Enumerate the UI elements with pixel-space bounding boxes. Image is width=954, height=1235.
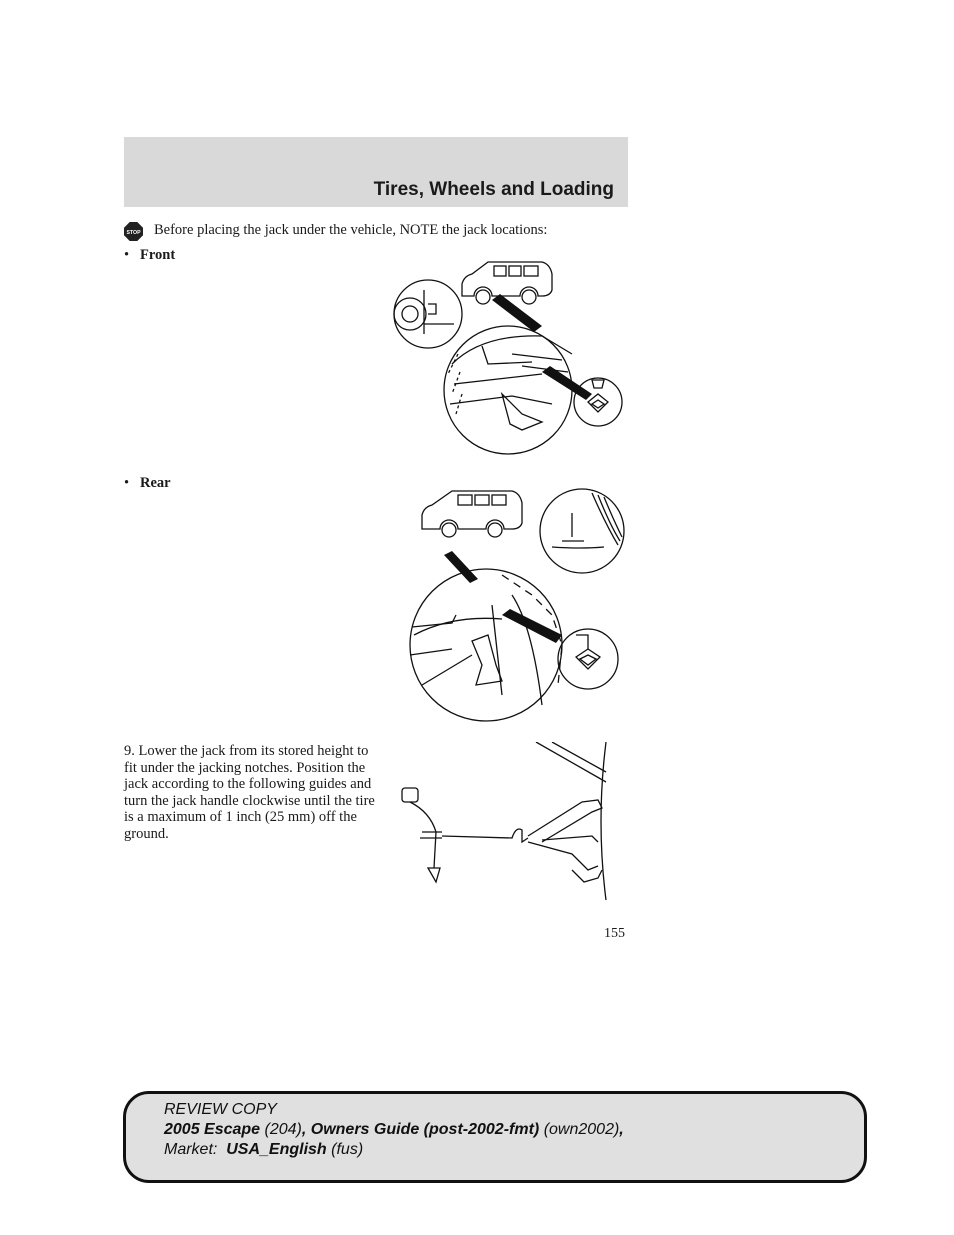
bullet-rear-label: Rear <box>140 475 171 491</box>
footer-text <box>164 1100 624 1160</box>
stop-icon-label: STOP <box>126 229 141 236</box>
step-9-text: 9. Lower the jack from its stored height to fit under the jacking notches. Position the jack according to the following guides and turn the jack handle clockwise until the tire is a maximum of 1 inch (25 mm) off the ground. <box>124 743 375 842</box>
footer-market: USA_English <box>226 1141 327 1158</box>
bullet-dot: • <box>124 247 130 263</box>
footer-model: 2005 Escape <box>164 1121 261 1138</box>
footer-sep1: , <box>301 1121 311 1138</box>
rear-jack-location-illustration <box>392 485 628 729</box>
bullet-dot: • <box>124 475 130 491</box>
bullet-front <box>124 247 175 264</box>
bullet-rear <box>124 475 171 492</box>
footer-model-code: (204) <box>260 1121 302 1138</box>
footer-market-code: (fus) <box>326 1141 364 1158</box>
front-jack-location-illustration <box>392 254 628 456</box>
jack-handle-illustration <box>392 742 622 902</box>
note-text: Before placing the jack under the vehicle, NOTE the jack locations: <box>154 222 548 238</box>
page-number: 155 <box>604 926 625 941</box>
review-copy-footer <box>123 1091 867 1183</box>
footer-guide-code: (own2002) <box>539 1121 620 1138</box>
footer-sep2: , <box>619 1121 624 1138</box>
footer-market-label: Market: <box>164 1141 227 1158</box>
footer-line1: REVIEW COPY <box>164 1101 277 1118</box>
section-title: Tires, Wheels and Loading <box>373 179 614 200</box>
bullet-front-label: Front <box>140 247 176 263</box>
footer-guide: Owners Guide (post-2002-fmt) <box>310 1121 540 1138</box>
section-header-band <box>124 137 628 207</box>
stop-icon <box>124 222 143 241</box>
